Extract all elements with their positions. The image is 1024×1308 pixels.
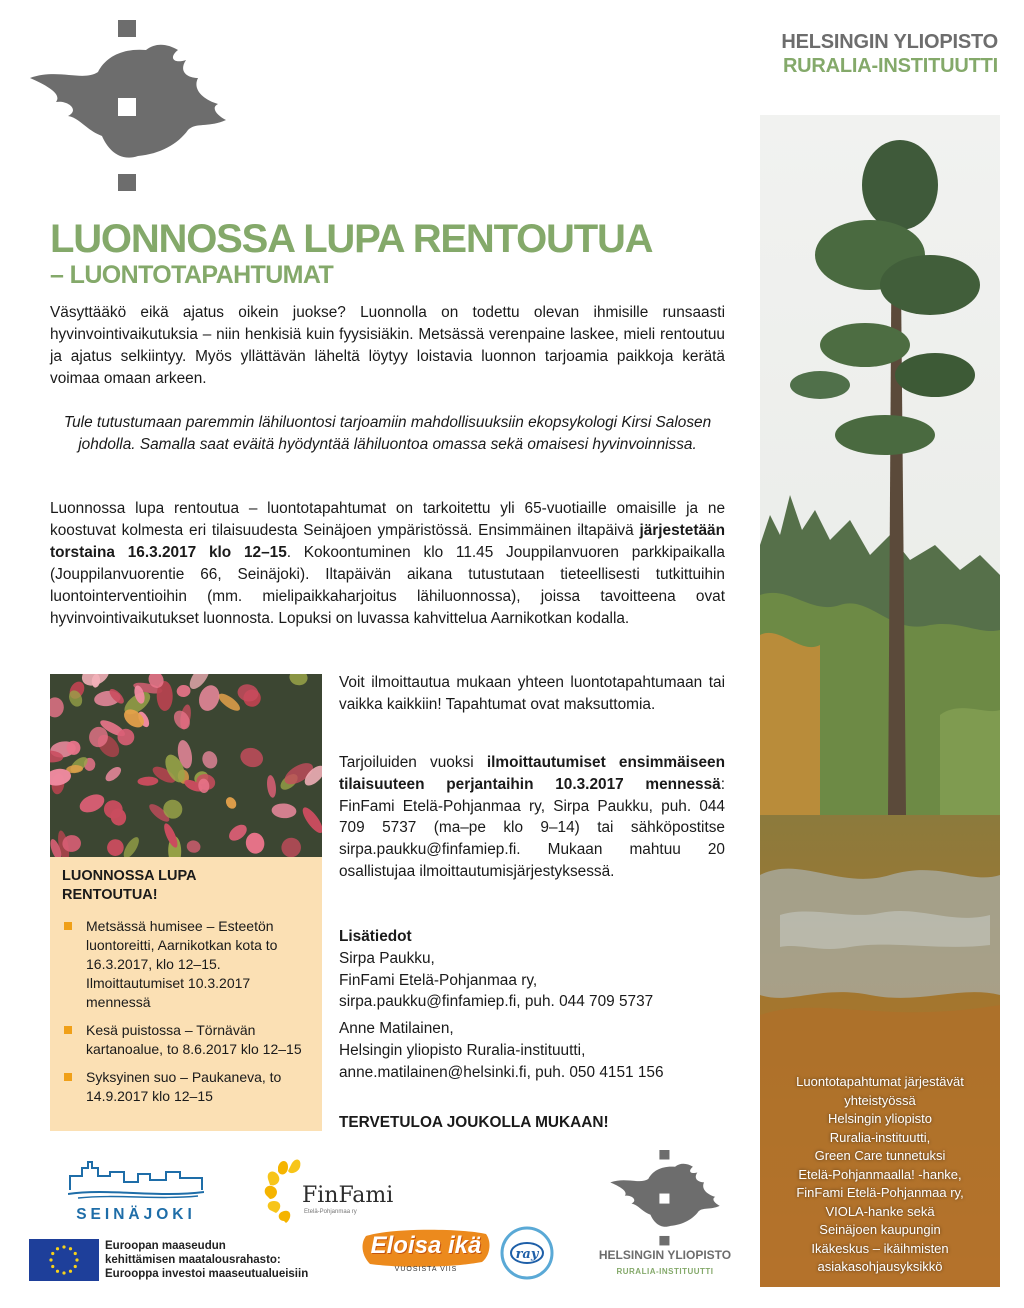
- contact-block-1: [339, 926, 725, 1013]
- eloisa-ika-logo: [360, 1228, 492, 1280]
- university-name-header: [781, 30, 998, 78]
- eu-star-icon: [49, 1258, 52, 1261]
- footer-university-name: HELSINGIN YLIOPISTO: [598, 1248, 732, 1262]
- eu-funding-logo: [29, 1239, 329, 1281]
- signup-deadline-bold: ilmoittautumiset ensimmäiseen tilaisuuteen perjantaihin 10.3.2017 mennessä: [339, 754, 726, 793]
- intro-paragraph: Väsyttääkö eikä ajatus oikein juokse? Luonnolla on todettu olevan ihmisille runsaasti hyvinvointivaikutuksia – niin henkisiä kuin fyysisiäkin. Metsässä verenpaine laskee, mieli rentoutuu ja ajatus selkiintyy. Myös yllättävän läheltä löytyy loistavia luonnon tarjoamia paikkoja kerätä voimaa omaan arkeen.: [50, 304, 725, 387]
- caption-line: FinFami Etelä-Pohjanmaa ry,: [796, 1185, 964, 1200]
- eu-star-icon: [69, 1270, 72, 1273]
- contact-line: Helsingin yliopisto Ruralia-instituutti,: [339, 1041, 586, 1059]
- caption-line: asiakasohjausyksikkö: [817, 1259, 943, 1274]
- footer-institute-name: RURALIA-INSTITUUTTI: [616, 1267, 714, 1276]
- seinajoki-skyline-icon: [68, 1158, 204, 1200]
- eloisa-ika-wordmark: Eloisa ikä: [370, 1232, 482, 1259]
- event-info-paragraph: [50, 498, 725, 630]
- contact-line: FinFami Etelä-Pohjanmaa ry,: [339, 971, 538, 989]
- finfami-logo: [262, 1155, 412, 1230]
- contact-line: sirpa.paukku@finfamiep.fi, puh. 044 709 5737: [339, 993, 654, 1011]
- welcome-text: TERVETULOA JOUKOLLA MUKAAN!: [339, 1114, 609, 1131]
- eu-star-icon: [51, 1265, 54, 1268]
- organizers-caption: [760, 1073, 1000, 1277]
- finfami-wordmark: FinFami: [302, 1183, 394, 1208]
- eu-star-icon: [62, 1271, 65, 1274]
- event-list-item: Metsässä humisee – Esteetön luontoreitti, Aarnikotkan kota to 16.3.2017, klo 12–15. Ilmoittautumiset 10.3.2017 mennessä: [62, 917, 310, 1012]
- eloisa-ika-subtitle: VUOSISTA VIIS: [394, 1266, 458, 1273]
- ray-wordmark: ray: [515, 1247, 539, 1262]
- institute-name: RURALIA-INSTITUUTTI: [782, 55, 998, 77]
- contact-line: Anne Matilainen,: [339, 1020, 454, 1037]
- finfami-subtitle: Etelä-Pohjanmaa ry: [304, 1209, 357, 1215]
- seinajoki-logo: [68, 1158, 204, 1224]
- eu-star-icon: [74, 1252, 77, 1255]
- signup-details: [339, 752, 725, 883]
- caption-line: Luontotapahtumat järjestävät: [796, 1074, 964, 1089]
- caption-line: Ruralia-instituutti,: [829, 1129, 931, 1145]
- seinajoki-wordmark: SEINÄJOKI: [76, 1206, 196, 1223]
- university-name: HELSINGIN YLIOPISTO: [781, 31, 998, 53]
- signup-intro: Voit ilmoittautua mukaan yhteen luontotapahtumaan tai vaikka kaikkiin! Tapahtumat ovat maksuttomia.: [339, 674, 725, 713]
- lead-paragraph: Tule tutustumaan paremmin lähiluontosi tarjoamiin mahdollisuuksiin ekopsykologi Kirsi Salosen johdolla. Samalla saat eväitä hyödyntää lähiluontoa omassa sekä omaisesi hyvinvoinnissa.: [63, 414, 712, 453]
- events-sidebar: [50, 857, 322, 1131]
- contact-line: Sirpa Paukku,: [339, 949, 435, 967]
- helsinki-university-flame-logo-icon: [28, 20, 228, 192]
- eu-funding-text: [105, 1239, 308, 1281]
- caption-line: Seinäjoen kaupungin: [819, 1222, 941, 1237]
- contact-block-2: [339, 1018, 725, 1083]
- sidebar-title: LUONNOSSA LUPA RENTOUTUA!: [62, 868, 196, 903]
- event-list-item: Kesä puistossa – Törnävän kartanoalue, to 8.6.2017 klo 12–15: [62, 1021, 310, 1059]
- caption-line: Ikäkeskus – ikäihmisten: [811, 1240, 949, 1256]
- caption-line: Etelä-Pohjanmaalla! -hanke,: [798, 1166, 962, 1182]
- ray-badge-icon: [500, 1226, 554, 1280]
- info-date-bold: järjestetään torstaina 16.3.2017 klo 12–15: [50, 522, 725, 561]
- eu-star-icon: [69, 1247, 72, 1250]
- event-list-item: Syksyinen suo – Paukaneva, to 14.9.2017 klo 12–15: [62, 1068, 310, 1106]
- eu-star-icon: [62, 1245, 65, 1248]
- eu-star-icon: [74, 1265, 77, 1268]
- eu-flag-icon: [29, 1239, 99, 1281]
- eu-star-icon: [56, 1247, 59, 1250]
- helsinki-university-flame-logo-icon: [585, 1150, 745, 1246]
- eu-star-icon: [75, 1258, 78, 1261]
- info-text: . Kokoontuminen klo 11.45 Jouppilanvuoren parkkipaikalla (Jouppilanvuorentie 66, Seinäjoki). Iltapäivän aikana tutustutaan tieteellisesti tutkittuihin luontointerventioihin (mm. mielipaikkaharjoitus lähiluonnossa), joissa tavoitteena ovat hyvinvointivaikutukset luonnosta. Lopuksi on luvassa kahvittelua Aarnikotkan kodalla.: [50, 544, 725, 627]
- blueberry-leaves-photo: [50, 674, 322, 857]
- eu-text-line: Eurooppa investoi maaseutualueisiin: [105, 1268, 309, 1280]
- eu-star-icon: [56, 1270, 59, 1273]
- helsinki-university-footer-logo: [585, 1150, 745, 1280]
- eu-text-line: Euroopan maaseudun: [105, 1240, 226, 1252]
- caption-line: VIOLA-hanke sekä: [825, 1203, 935, 1219]
- eu-star-icon: [51, 1252, 54, 1255]
- eu-text-line: kehittämisen maatalousrahasto:: [105, 1254, 281, 1266]
- page-title: LUONNOSSA LUPA RENTOUTUA: [50, 217, 653, 261]
- forest-photo: [760, 115, 1000, 1287]
- signup-text: : FinFami Etelä-Pohjanmaa ry, Sirpa Paukku, puh. 044 709 5737 (ma–pe klo 9–14) tai sähköpostitse sirpa.paukku@finfamiep.fi. Mukaan mahtuu 20 osallistujaa ilmoittautumisjärjestyksessä.: [339, 775, 725, 880]
- caption-line: yhteistyössä: [844, 1092, 916, 1108]
- ray-logo: [500, 1226, 554, 1280]
- contacts-heading: Lisätiedot: [339, 928, 412, 945]
- page-subtitle: – LUONTOTAPAHTUMAT: [50, 261, 334, 289]
- info-text: Luonnossa lupa rentoutua – luontotapahtumat on tarkoitettu yli 65-vuotiaille omaisille ja ne koostuvat kolmesta eri tilaisuudesta Seinäjoen ympäristössä. Ensimmäinen iltapäivä: [50, 500, 725, 539]
- caption-line: Green Care tunnetuksi: [814, 1148, 946, 1163]
- contact-line: anne.matilainen@helsinki.fi, puh. 050 4151 156: [339, 1063, 664, 1081]
- signup-text: Tarjoiluiden vuoksi: [339, 754, 487, 771]
- caption-line: Helsingin yliopisto: [827, 1111, 933, 1126]
